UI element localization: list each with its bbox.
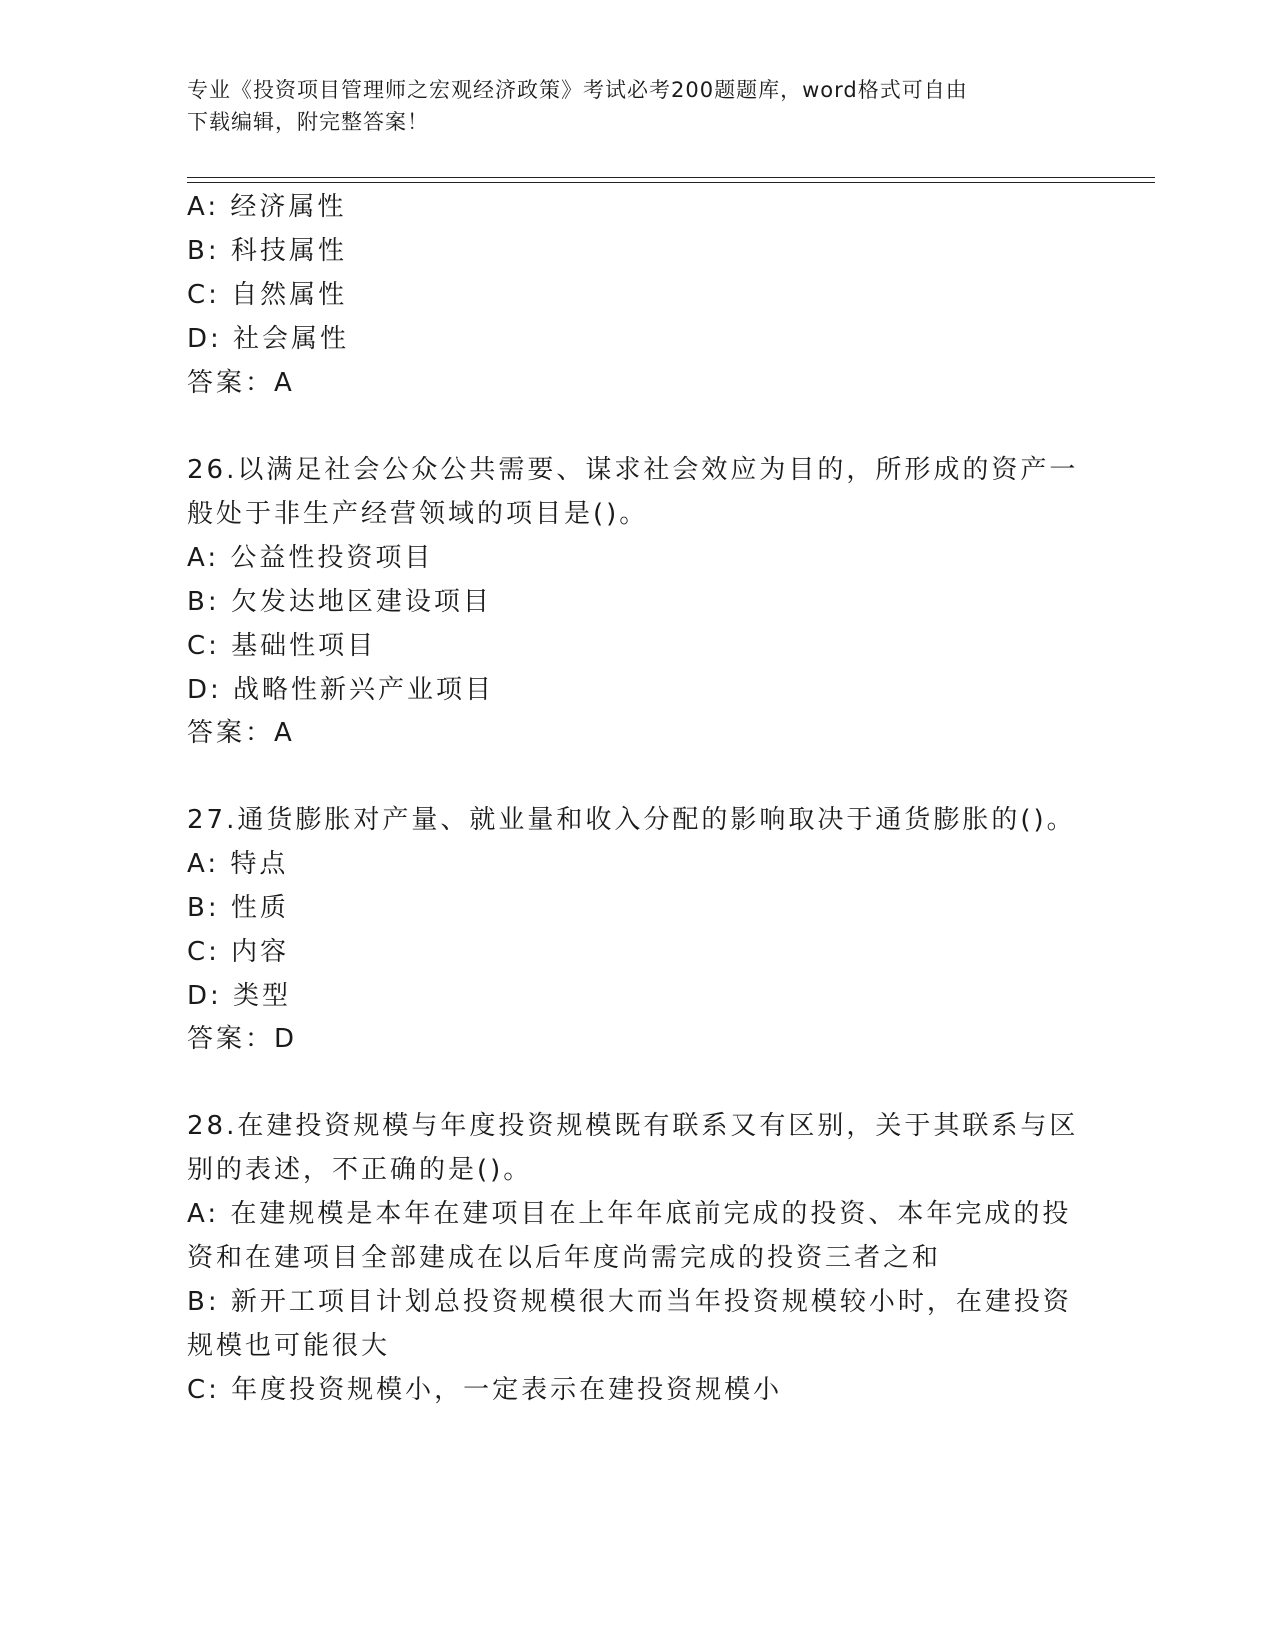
q25-option-d: D: 社会属性	[187, 324, 350, 354]
document-header	[187, 74, 1067, 138]
q25-answer: 答案：A	[187, 368, 295, 398]
q25-option-b: B: 科技属性	[187, 236, 347, 266]
q28-option-a-line-2: 资和在建项目全部建成在以后年度尚需完成的投资三者之和	[187, 1243, 942, 1273]
q27-option-d: D: 类型	[187, 981, 292, 1011]
q28-option-b-line-1: B: 新开工项目计划总投资规模很大而当年投资规模较小时，在建投资	[187, 1287, 1072, 1317]
q25-option-c: C: 自然属性	[187, 280, 348, 310]
q27-answer: 答案：D	[187, 1024, 298, 1054]
header-line-1: 专业《投资项目管理师之宏观经济政策》考试必考200题题库，word格式可自由	[187, 78, 968, 102]
q26-option-a: A: 公益性投资项目	[187, 543, 434, 573]
q25-option-a: A: 经济属性	[187, 192, 347, 222]
q28-option-b-line-2: 规模也可能很大	[187, 1331, 391, 1361]
q28-option-a-line-1: A: 在建规模是本年在建项目在上年年底前完成的投资、本年完成的投	[187, 1199, 1072, 1229]
header-divider-bottom	[187, 182, 1155, 183]
q26-option-d: D: 战略性新兴产业项目	[187, 675, 495, 705]
q27-option-b: B: 性质	[187, 893, 289, 923]
q27-option-c: C: 内容	[187, 937, 290, 967]
q28-option-c: C: 年度投资规模小，一定表示在建投资规模小	[187, 1375, 783, 1405]
q26-stem-line-2: 般处于非生产经营领域的项目是()。	[187, 499, 649, 529]
q27-option-a: A: 特点	[187, 849, 289, 879]
q27-stem-line-1: 27.通货膨胀对产量、就业量和收入分配的影响取决于通货膨胀的()。	[187, 805, 1076, 835]
q26-option-c: C: 基础性项目	[187, 631, 377, 661]
q28-stem-line-2: 别的表述，不正确的是()。	[187, 1155, 533, 1185]
q26-answer: 答案：A	[187, 718, 295, 748]
q26-option-b: B: 欠发达地区建设项目	[187, 587, 492, 617]
header-divider-top	[187, 177, 1155, 178]
q28-stem-line-1: 28.在建投资规模与年度投资规模既有联系又有区别，关于其联系与区	[187, 1111, 1079, 1141]
q26-stem-line-1: 26.以满足社会公众公共需要、谋求社会效应为目的，所形成的资产一	[187, 455, 1079, 485]
header-line-2: 下载编辑，附完整答案！	[187, 110, 429, 134]
